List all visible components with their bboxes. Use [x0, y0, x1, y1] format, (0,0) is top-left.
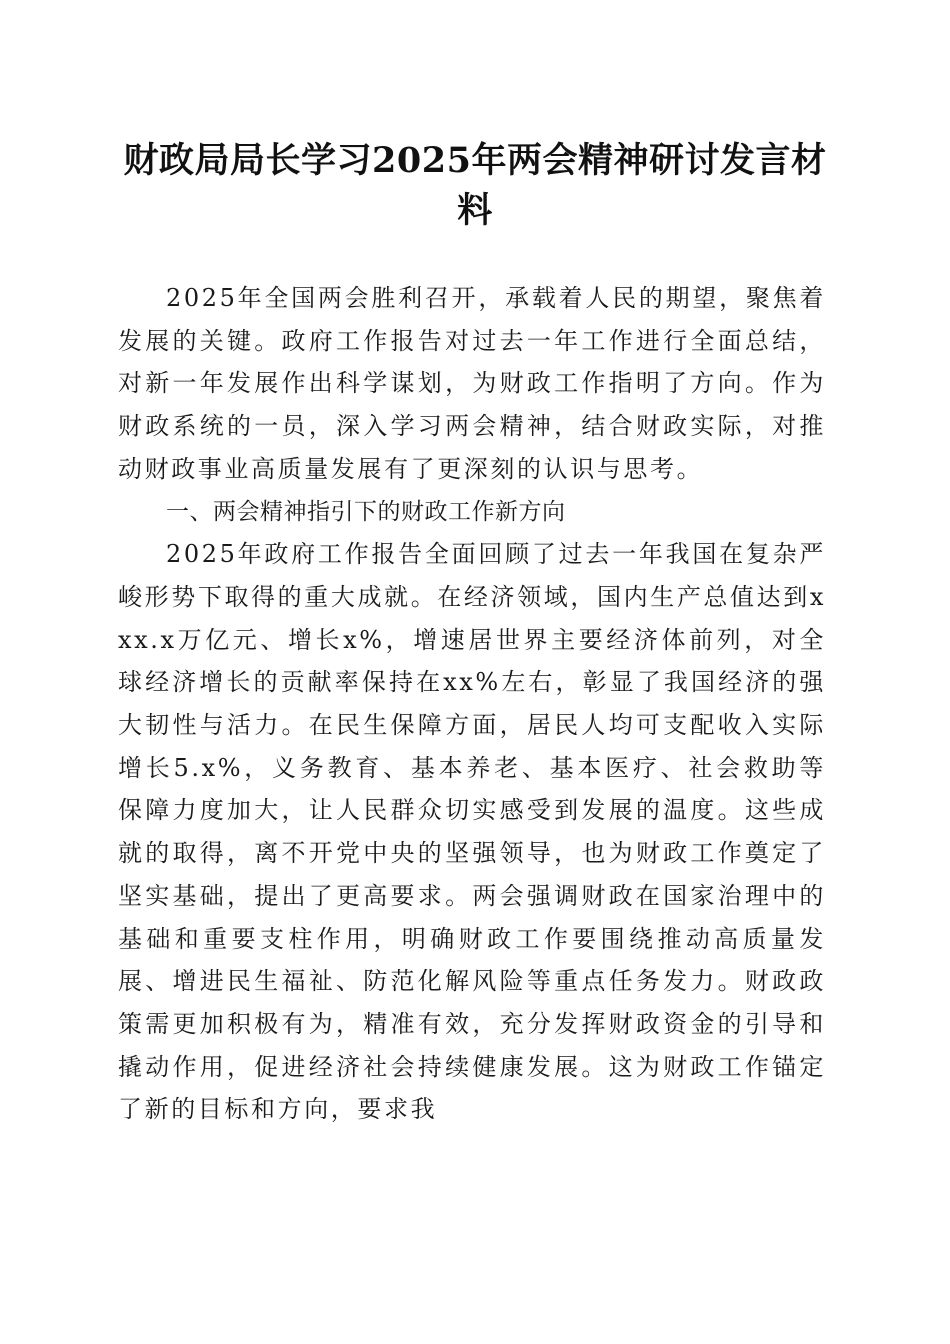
document-body	[118, 277, 826, 1131]
intro-paragraph: 2025年全国两会胜利召开，承载着人民的期望，聚焦着发展的关键。政府工作报告对过去一年工作进行全面总结，对新一年发展作出科学谋划，为财政工作指明了方向。作为财政系统的一员，深入学习两会精神，结合财政实际，对推动财政事业高质量发展有了更深刻的认识与思考。	[118, 284, 826, 483]
section-1-paragraph: 2025年政府工作报告全面回顾了过去一年我国在复杂严峻形势下取得的重大成就。在经济领域，国内生产总值达到xxx.x万亿元、增长x%，增速居世界主要经济体前列，对全球经济增长的贡献率保持在xx%左右，彰显了我国经济的强大韧性与活力。在民生保障方面，居民人均可支配收入实际增长5.x%，义务教育、基本养老、基本医疗、社会救助等保障力度加大，让人民群众切实感受到发展的温度。这些成就的取得，离不开党中央的坚强领导，也为财政工作奠定了坚实基础，提出了更高要求。两会强调财政在国家治理中的基础和重要支柱作用，明确财政工作要围绕推动高质量发展、增进民生福祉、防范化解风险等重点任务发力。财政政策需更加积极有为，精准有效，充分发挥财政资金的引导和撬动作用，促进经济社会持续健康发展。这为财政工作锚定了新的目标和方向，要求我	[118, 540, 826, 1124]
section-heading-1: 一、两会精神指引下的财政工作新方向	[166, 498, 566, 525]
document-title: 财政局局长学习2025年两会精神研讨发言材料	[123, 140, 827, 231]
